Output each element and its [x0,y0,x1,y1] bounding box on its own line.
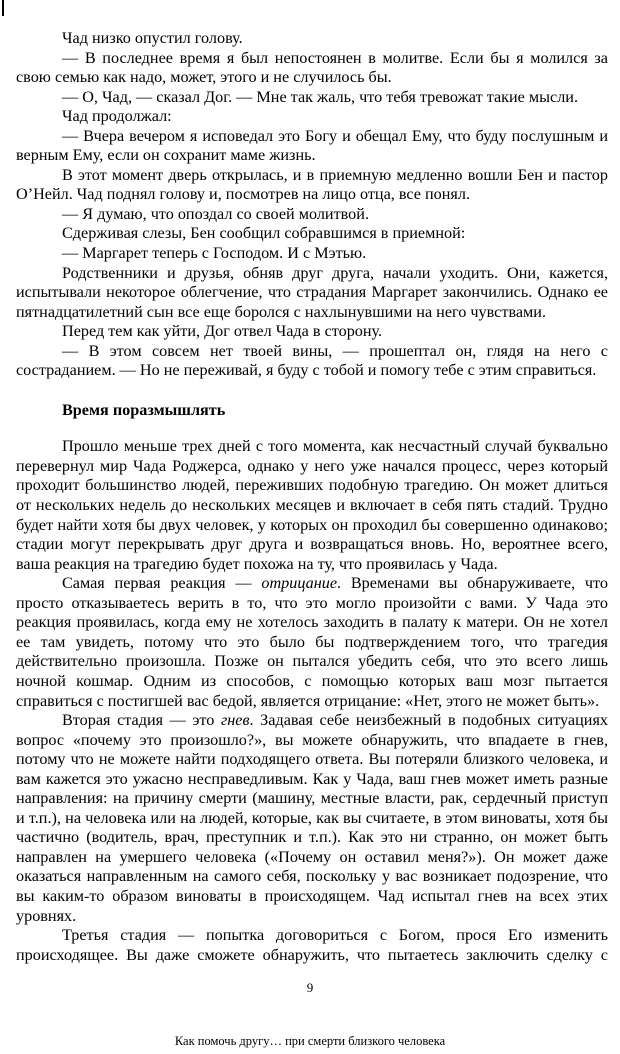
running-footer: Как помочь другу… при смерти близкого человека [174,1034,446,1048]
paragraph: — Маргарет теперь с Господом. И с Мэтью. [62,244,367,263]
paragraph: — В последнее время я был непостоянен в молитве. Если бы я молился за свою семью как надо, может, этого и не случилось бы. [16,48,608,87]
paragraph-lead: Вторая стадия — это [62,711,221,730]
paragraph: — Вчера вечером я исповедал это Богу и обещал Ему, что буду послушным и верным Ему, если он сохранит маме жизнь. [16,126,608,165]
emphasized-term: гнев [220,711,250,730]
page-number: 9 [306,980,314,995]
paragraph-lead: Самая первая реакция — [62,574,262,593]
paragraph: Третья стадия — попытка договориться с Богом, прося Его изменить происходящее. Вы даже сможете обнаружить, что пытаетесь заключить сделку с [16,926,608,964]
paragraph: Родственники и друзья, обняв друг друга, начали уходить. Они, кажется, испытывали некоторое облегчение, что страдания Маргарет закончились. Однако ее пятнадцатилетний сын все еще боролся с нахлынувшими на него чувствами. [16,263,608,321]
paragraph [16,711,608,926]
paragraph-rest: . Временами вы обнаруживаете, что просто отказываетесь верить в то, что это могло произойти с вами. У Чада это реакция проявилась, когда ему не хотелось заходить в палату к матери. Он не хотел ее там увидеть, потому что это было бы подтверждением того, что трагедия действительно произошла. Позже он пытался убедить себя, что это всего лишь ночной кошмар. Одним из способов, с помощью которых ваш мозг пытается справиться с постигшей вас бедой, является отрицание: «Нет, этого не может быть». [16,574,608,710]
paragraph: — О, Чад, — сказал Дог. — Мне так жаль, что тебя тревожат такие мысли. [62,87,578,106]
paragraph: Прошло меньше трех дней с того момента, как несчастный случай буквально перевернул мир Чада Роджерса, однако у него уже начался процесс, через который проходит большинство людей, переживших подобную трагедию. Он может длиться от нескольких недель до нескольких месяцев и включает в себя пять стадий. Трудно будет найти хотя бы двух человек, у которых он проходил бы совершенно одинаково; стадии могут перекрывать друг друга и возвращаться вновь. Но, вероятнее всего, ваша реакция на трагедию будет похожа на ту, что проявилась у Чада. [16,437,608,573]
page-body [16,29,608,965]
paragraph: — В этом совсем нет твоей вины, — прошептал он, глядя на него с состраданием. — Но не переживай, я буду с тобой и помогу тебе с этим справиться. [16,341,608,380]
corner-crop-mark [2,0,4,16]
paragraph [16,574,608,711]
paragraph: Чад продолжал: [62,107,172,126]
paragraph: В этот момент дверь открылась, и в приемную медленно вошли Бен и пастор О’Нейл. Чад поднял голову и, посмотрев на лицо отца, все понял. [16,165,608,204]
paragraph: Чад низко опустил голову. [62,29,243,47]
section-heading: Время поразмышлять [62,400,226,419]
paragraph-rest: . Задавая себе неизбежный в подобных ситуациях вопрос «почему это произошло?», вы можете обнаружить, что впадаете в гнев, потому что не можете найти подходящего ответа. Вы потеряли близкого человека, и вам кажется это ужасно несправедливым. Как у Чада, ваш гнев может иметь разные направления: на причину смерти (машину, местные власти, рак, сердечный приступ и т.п.), на человека или на людей, которые, как вы считаете, в этом виноваты, хотя бы частично (водитель, врач, преступник и т.п.). Как это ни странно, он может быть направлен на умершего человека («Почему он оставил меня?»). Он может даже оказаться направленным на самого себя, поскольку у вас возникает подозрение, что вы каким-то образом виноваты в происходящем. Чад испытал гнев на всех этих уровнях. [16,711,608,925]
paragraph: — Я думаю, что опоздал со своей молитвой. [62,204,369,223]
paragraph: Сдерживая слезы, Бен сообщил собравшимся в приемной: [62,224,466,243]
emphasized-term: отрицание [261,574,338,593]
paragraph: Перед тем как уйти, Дог отвел Чада в сторону. [62,322,383,341]
